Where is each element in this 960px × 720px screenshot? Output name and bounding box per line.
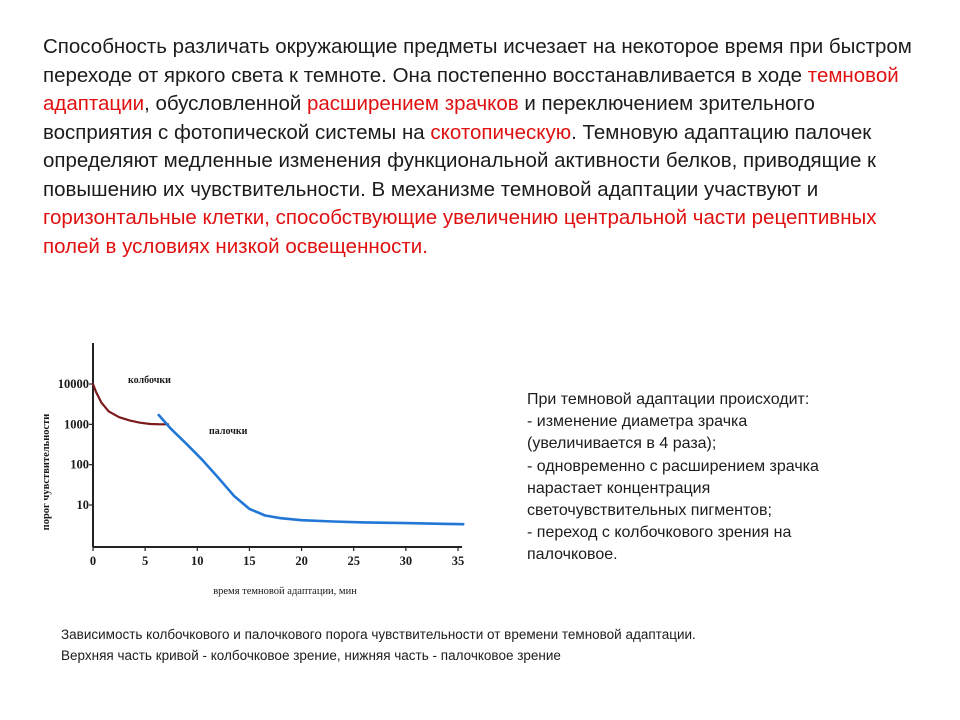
side-note-line: - изменение диаметра зрачка xyxy=(527,413,748,431)
series-line-rods xyxy=(159,415,464,524)
series-label-rods: палочки xyxy=(209,426,248,437)
side-note-line: - одновременно с расширением зрачка xyxy=(527,457,819,475)
side-notes xyxy=(527,389,907,567)
y-tick-label: 10000 xyxy=(57,377,89,391)
y-axis-label: порог чувствительности xyxy=(41,413,52,531)
y-tick-label: 100 xyxy=(70,457,89,472)
x-tick-label: 35 xyxy=(451,554,465,568)
figure-caption xyxy=(61,624,941,666)
text-segment: . Темновую адаптацию палочек определяют медленные изменения функциональной активности белков, приводящие к повышению их чувствительности. В механизме темновой адаптации участвуют и xyxy=(43,120,877,201)
caption-line-1: Зависимость колбочкового и палочкового порога чувствительности от времени темновой адаптации. xyxy=(61,627,696,642)
side-note-line: палочковое. xyxy=(527,546,618,564)
side-note-line: (увеличивается в 4 раза); xyxy=(527,435,717,453)
highlight-scotopic: скотопическую xyxy=(430,120,572,144)
x-tick-label: 20 xyxy=(295,554,308,568)
text-segment: , обусловленной xyxy=(144,92,307,115)
caption-line-2: Верхняя часть кривой - колбочковое зрение, нижняя часть - палочковое зрение xyxy=(61,648,561,663)
highlight-pupil-dilation: расширением зрачков xyxy=(307,92,519,115)
side-note-line: нарастает концентрация xyxy=(527,479,711,497)
x-tick-label: 5 xyxy=(142,554,149,568)
x-tick-label: 25 xyxy=(347,554,360,568)
x-tick-label: 15 xyxy=(243,554,256,568)
x-axis-label: время темновой адаптации, мин xyxy=(213,586,357,597)
x-tick-label: 30 xyxy=(399,554,413,568)
text-segment: Способность различать окружающие предметы исчезает на некоторое время при быстром переходе от яркого света к темноте. Она постепенно восстанавливается в ходе xyxy=(43,35,912,87)
side-note-line: При темновой адаптации происходит: xyxy=(527,391,810,408)
y-tick-label: 10 xyxy=(76,498,89,512)
x-tick-label: 10 xyxy=(191,554,204,568)
side-note-line: - переход с колбочкового зрения на xyxy=(527,524,792,542)
highlight-dark-adaptation: темновой адаптации xyxy=(43,63,899,115)
y-tick-label: 1000 xyxy=(64,417,89,432)
series-label-cones: колбочки xyxy=(128,375,171,386)
highlight-horizontal-cells: горизонтальные клетки, способствующие увеличению центральной части рецептивных полей в условиях низкой освещенности. xyxy=(43,206,877,258)
side-note-line: светочувствительных пигментов; xyxy=(527,502,772,520)
x-tick-label: 0 xyxy=(89,554,97,568)
text-segment: и переключением зрительного восприятия с фотопической системы на xyxy=(43,92,815,144)
series-line-cones xyxy=(93,384,168,424)
